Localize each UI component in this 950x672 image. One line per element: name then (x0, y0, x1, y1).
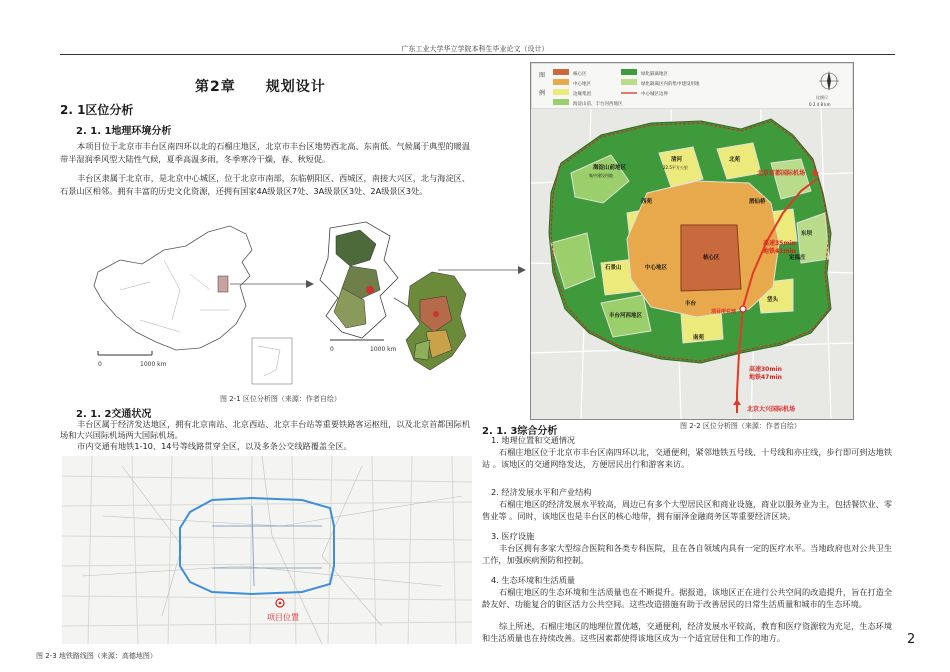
district-sublabel: 集中建设用地 (589, 173, 613, 178)
chapter-title (195, 76, 326, 96)
planning-map (531, 63, 853, 419)
legend-label: 边缘集团 (573, 92, 591, 97)
header-rule (60, 54, 895, 55)
chapter-number: 第2章 (195, 79, 236, 95)
scale-zero: 0 (98, 361, 102, 368)
scale-value: 0 2 4 8 km (809, 102, 831, 107)
scale-label: 1000 km (370, 346, 397, 353)
paragraph: 市内交通有地铁1-10、14号等线路贯穿全区，以及多条公交线路覆盖全区。 (77, 441, 352, 451)
subsection-heading: 2. 1. 1地理环境分析 (76, 126, 172, 137)
district-label: 清河 (671, 157, 683, 163)
page-number: 2 (907, 632, 916, 647)
list-item-body: 丰台区拥有多家大型综合医院和各类专科医院，且在各自领域内具有一定的医疗水平。当地政府也对公共卫生工作，加强疾病预防和控制。 (482, 543, 893, 565)
project-location-label: 项目位置 (267, 613, 299, 622)
legend-swatch (621, 69, 637, 75)
airport-label: 北京首都国际机场 (757, 170, 806, 177)
region-map (320, 222, 398, 353)
legend-title: 图 (539, 72, 546, 79)
list-item-title: 4. 生态环境和生活质量 (491, 575, 576, 585)
scale-label: 1000 km (140, 361, 167, 368)
district-label: 石景山 (605, 265, 622, 271)
district-sublabel: 22.5平方公里 (663, 165, 688, 170)
route-time: 高速35min (763, 240, 796, 247)
legend-label: 中心城区边界 (641, 92, 668, 97)
subsection-heading: 2. 1. 2交通状况 (76, 409, 152, 420)
list-item-title: 1. 地理位置和交通情况 (491, 435, 576, 445)
figure-caption: 图 2-2 区位分析图（来源：作者自绘） (680, 422, 801, 430)
page-header: 广东工业大学华立学院本科生毕业论文（设计） (401, 45, 549, 53)
route-time: 地铁41min (763, 248, 796, 255)
section-heading: 2. 1区位分析 (60, 103, 134, 117)
district-label: 丰台 (685, 301, 697, 307)
district-label: 北苑 (729, 157, 741, 163)
china-map (94, 226, 292, 384)
chapter-name: 规划设计 (265, 79, 326, 95)
list-item-title: 3. 医疗设施 (491, 531, 535, 541)
route-time: 地铁47min (749, 374, 782, 381)
legend-label: 绿化隔离区内的集中建设用地 (641, 82, 700, 87)
scale-zero: 0 (330, 346, 334, 353)
paragraph: 本项目位于北京市丰台区南四环以北的石榴庄地区，北京市丰台区地势西北高、东南低。气候属于典型的暖温带半湿润季风型大陆性气候，夏季高温多雨，冬季寒冷干燥，春、秋短促。 (60, 141, 471, 164)
beijing-map (406, 272, 466, 370)
legend-label: 海淀山前、丰台河西地区 (573, 102, 623, 107)
route-time: 高速30min (749, 366, 782, 373)
list-item-body: 石榴庄地区的经济发展水平较高，周边已有多个大型居民区和商业设施，商业以服务业为主，包括餐饮业、零售业等 。同时，该地区也是丰台区的核心地带，拥有丽泽金融商务区等重要经济区块。 (482, 499, 893, 521)
figure-caption: 图 2-3 地铁路线图（来源：高德地图） (36, 652, 157, 660)
conclusion-paragraph: 综上所述，石榴庄地区的地理位置优越，交通便利，经济发展水平较高，教育和医疗资源较为充足，生态环境和生活质量也在持续改善。这些因素都使得该地区成为一个适宜居住和工作的地方。 (482, 621, 893, 643)
district-label: 定福庄 (789, 255, 806, 261)
scale-label: 比例尺 (816, 95, 828, 100)
metro-map (62, 456, 472, 644)
list-item-body: 石榴庄地区的生态环境和生活质量也在不断提升。据报道，该地区正在进行公共空间的改造提升，旨在打造全龄友好、功能复合的街区活力公共空间。这些改造措施有助于改善居民的日常生活质量和城市的生态环境。 (482, 587, 893, 609)
location-map-figure (80, 220, 540, 392)
legend-label: 绿化隔离地区 (641, 72, 668, 77)
paragraph: 丰台区属于经济发达地区，拥有北京南站、北京西站、北京丰台站等重要铁路客运枢纽，以及北京首都国际机场和大兴国际机场两大国际机场。 (60, 419, 471, 440)
district-label: 丰台河西地区 (609, 313, 643, 319)
list-item-title: 2. 经济发展水平和产业结构 (491, 487, 592, 497)
legend-label: 中心地区 (573, 82, 591, 87)
paragraph: 丰台区隶属于北京市，是北京中心城区，位于北京市南部，东临朝阳区、西城区，南接大兴区，北与海淀区、石景山区相邻。拥有丰富的历史文化资源，还拥有国家4A级景区7处、3A级景区3处、2A级景区3处。 (60, 173, 471, 196)
list-item-body: 石榴庄地区位于北京市丰台区南四环以北，交通便利，紧邻地铁五号线、十号线和亦庄线，步行即可到达地铁站 。该地区的交通网络发达，方便居民出行和游客来访。 (482, 447, 893, 469)
legend-swatch (553, 79, 569, 85)
project-site-label: 项目所在地 (711, 309, 737, 315)
legend-swatch (621, 79, 637, 85)
planning-map-figure (530, 62, 854, 420)
district-label: 南苑 (693, 335, 705, 341)
district-label: 西苑 (641, 199, 653, 205)
subsection-heading: 2. 1. 3综合分析 (482, 426, 558, 437)
district-label: 海淀山前地区 (593, 165, 627, 171)
district-label: 核心区 (703, 255, 720, 261)
legend-swatch (553, 69, 569, 75)
figure-caption: 图 2-1 区位分析图（来源：作者自绘） (220, 395, 341, 403)
district-label: 垡头 (767, 297, 779, 303)
legend-label: 核心区 (573, 72, 587, 77)
district-label: 东坝 (801, 231, 813, 237)
analysis-list (482, 434, 892, 644)
district-label: 酒仙桥 (749, 199, 766, 205)
legend-title: 例 (539, 90, 546, 97)
legend-swatch (553, 99, 569, 105)
legend-swatch (553, 89, 569, 95)
airport-label: 北京大兴国际机场 (747, 406, 796, 413)
district-label: 中心地区 (645, 265, 668, 271)
